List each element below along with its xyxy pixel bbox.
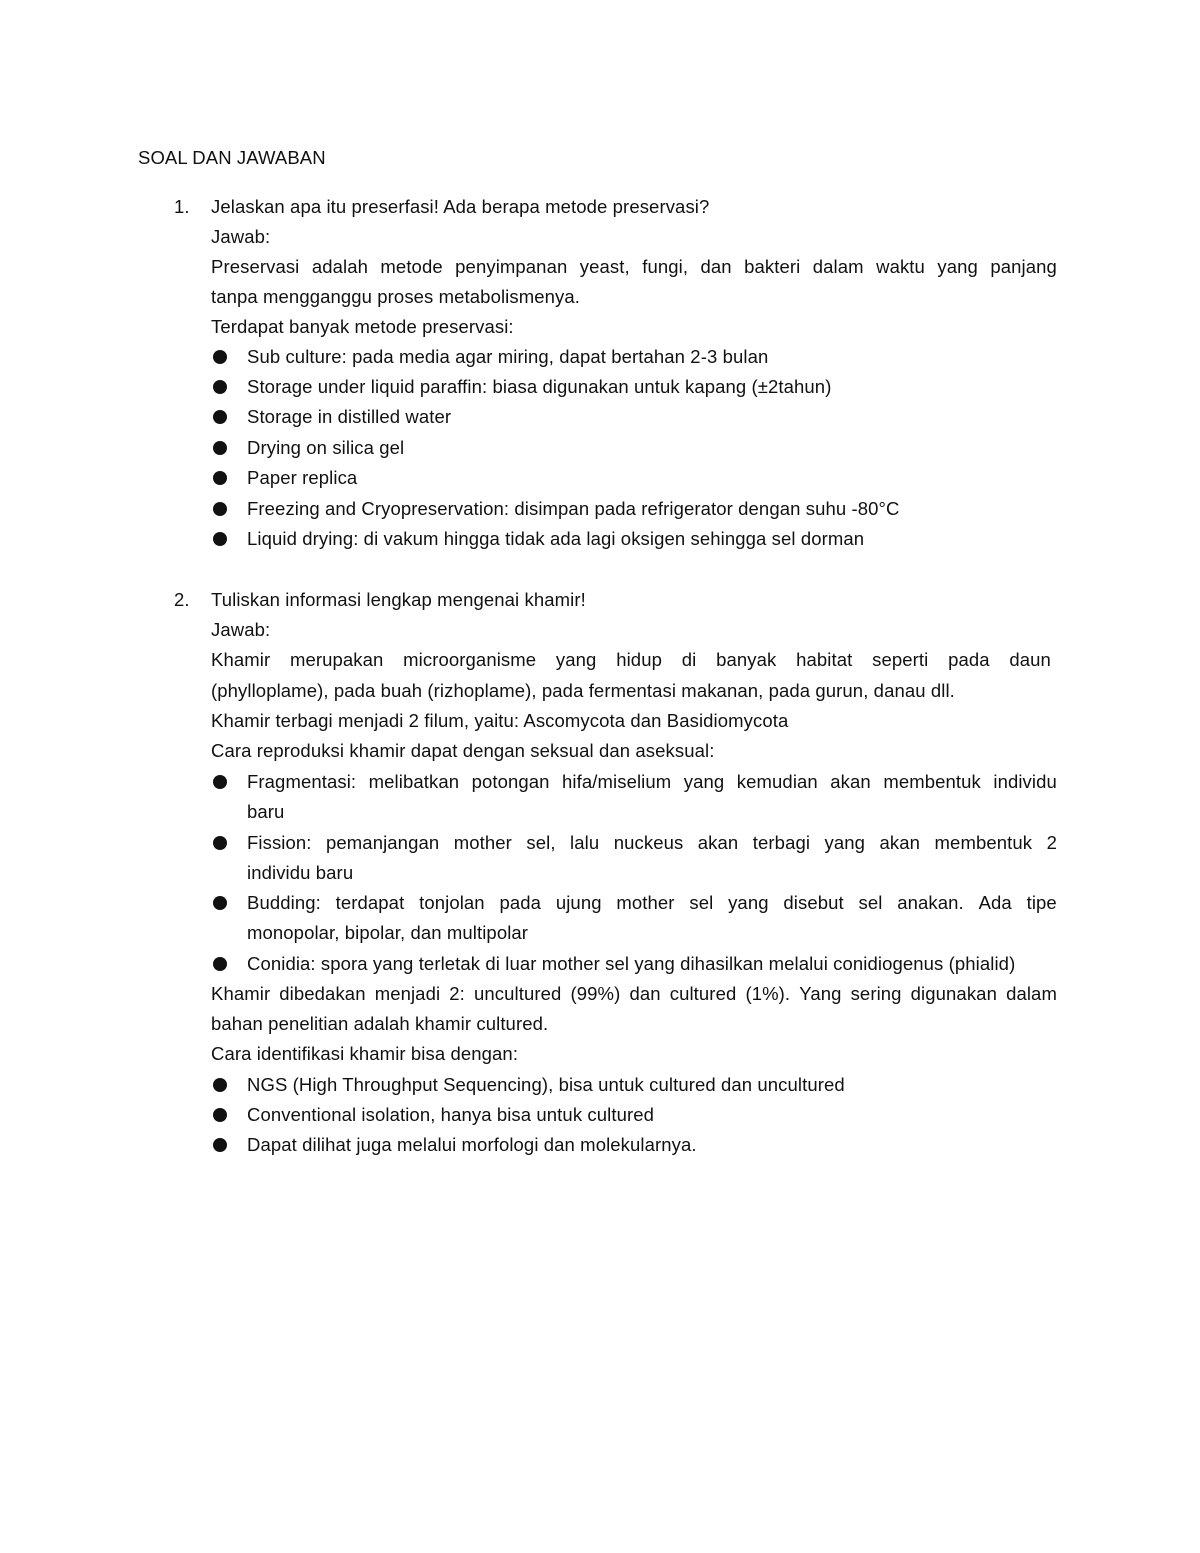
list-item: Drying on silica gel [247,437,405,458]
word: Yang [799,983,842,1004]
word: yang [937,256,978,277]
word: disebut [783,892,844,913]
word: dan [700,256,732,277]
word: terdapat [335,892,405,913]
word: Khamir [211,649,271,670]
word: membentuk [934,832,1033,853]
word: (99%) [570,983,621,1004]
bullet-icon [213,471,227,485]
answer-paragraph [211,645,1051,675]
question-text: Tuliskan informasi lengkap mengenai khamir! [211,589,586,610]
word: dalam [1006,983,1057,1004]
list-item: Freezing and Cryopreservation: disimpan pada refrigerator dengan suhu -80°C [247,498,900,519]
word: nuckeus [613,832,684,853]
word: metode [380,256,443,277]
word: 2 [1046,832,1057,853]
word: membentuk [883,771,981,792]
list-item [247,888,1057,918]
word: seperti [872,649,929,670]
bullet-icon [213,836,227,850]
word: menjadi [374,983,441,1004]
word: daun [1009,649,1051,670]
word: sering [850,983,902,1004]
answer-paragraph [211,252,1057,282]
word: pada [499,892,542,913]
answer-paragraph: tanpa mengganggu proses metabolismenya. [211,286,580,307]
list-item: Paper replica [247,467,358,488]
word: uncultured [474,983,562,1004]
word: yang [683,771,725,792]
word: yang [824,832,866,853]
list-item: Sub culture: pada media agar miring, dapat bertahan 2-3 bulan [247,346,769,367]
word: tipe [1026,892,1057,913]
word: habitat [796,649,853,670]
word: fungi, [642,256,689,277]
word: dan [629,983,661,1004]
word: waktu [876,256,925,277]
bullet-icon [213,350,227,364]
list-item: NGS (High Throughput Sequencing), bisa untuk cultured dan uncultured [247,1074,845,1095]
answer-paragraph: Khamir terbagi menjadi 2 filum, yaitu: Ascomycota dan Basidiomycota [211,710,789,731]
list-item: Dapat dilihat juga melalui morfologi dan molekularnya. [247,1134,697,1155]
word: ujung [555,892,602,913]
word: mother [453,832,512,853]
answer-paragraph [211,979,1057,1009]
word: sel [689,892,714,913]
word: digunakan [910,983,997,1004]
word: Budding: [247,892,321,913]
list-item: Storage under liquid paraffin: biasa digunakan untuk kapang (±2tahun) [247,376,832,397]
word: sel, [526,832,556,853]
list-item: Liquid drying: di vakum hingga tidak ada lagi oksigen sehingga sel dorman [247,528,865,549]
word: individu [993,771,1057,792]
question-number: 2. [174,589,190,610]
word: hifa/miselium [562,771,672,792]
word: kemudian [736,771,818,792]
list-item [247,767,1057,797]
answer-paragraph: bahan penelitian adalah khamir cultured. [211,1013,549,1034]
word: microorganisme [403,649,537,670]
bullet-icon [213,1108,227,1122]
answer-label: Jawab: [211,226,271,247]
word: sel [858,892,883,913]
word: lalu [570,832,600,853]
word: dalam [812,256,864,277]
list-item [247,828,1057,858]
question-text: Jelaskan apa itu preserfasi! Ada berapa metode preservasi? [211,196,710,217]
bullet-icon [213,380,227,394]
bullet-icon [213,1078,227,1092]
list-item: Conidia: spora yang terletak di luar mother sel yang dihasilkan melalui conidiogenus (phialid) [247,953,1016,974]
word: Preservasi [211,256,300,277]
word: di [681,649,697,670]
answer-label: Jawab: [211,619,271,640]
word: akan [879,832,921,853]
word: potongan [471,771,550,792]
bullet-icon [213,532,227,546]
word: Khamir [211,983,271,1004]
word: Fragmentasi: [247,771,357,792]
list-item: Storage in distilled water [247,406,452,427]
list-intro: Terdapat banyak metode preservasi: [211,316,514,337]
word: Fission: [247,832,312,853]
bullet-icon [213,957,227,971]
list-item-continuation: individu baru [247,862,354,883]
word: akan [697,832,739,853]
word: dibedakan [279,983,366,1004]
word: tonjolan [419,892,485,913]
bullet-icon [213,775,227,789]
word: penyimpanan [455,256,568,277]
list-intro: Cara reproduksi khamir dapat dengan seksual dan aseksual: [211,740,715,761]
word: pada [948,649,990,670]
word: akan [830,771,871,792]
word: mother [616,892,675,913]
question-number: 1. [174,196,190,217]
list-item-continuation: baru [247,801,285,822]
word: cultured [669,983,737,1004]
document-title: SOAL DAN JAWABAN [138,147,326,168]
word: merupakan [289,649,384,670]
word: melibatkan [368,771,460,792]
word: yeast, [579,256,630,277]
word: hidup [616,649,662,670]
word: 2: [449,983,465,1004]
bullet-icon [213,1138,227,1152]
answer-paragraph: (phylloplame), pada buah (rizhoplame), pada fermentasi makanan, pada gurun, danau dll. [211,680,955,701]
word: adalah [311,256,368,277]
list-intro: Cara identifikasi khamir bisa dengan: [211,1043,519,1064]
word: yang [555,649,597,670]
word: bakteri [744,256,801,277]
word: yang [728,892,769,913]
bullet-icon [213,896,227,910]
word: anakan. [897,892,964,913]
bullet-icon [213,410,227,424]
bullet-icon [213,441,227,455]
word: Ada [978,892,1012,913]
word: banyak [716,649,777,670]
word: terbagi [752,832,811,853]
list-item: Conventional isolation, hanya bisa untuk cultured [247,1104,655,1125]
word: (1%). [745,983,791,1004]
bullet-icon [213,502,227,516]
word: pemanjangan [326,832,440,853]
word: panjang [990,256,1057,277]
list-item-continuation: monopolar, bipolar, dan multipolar [247,922,529,943]
